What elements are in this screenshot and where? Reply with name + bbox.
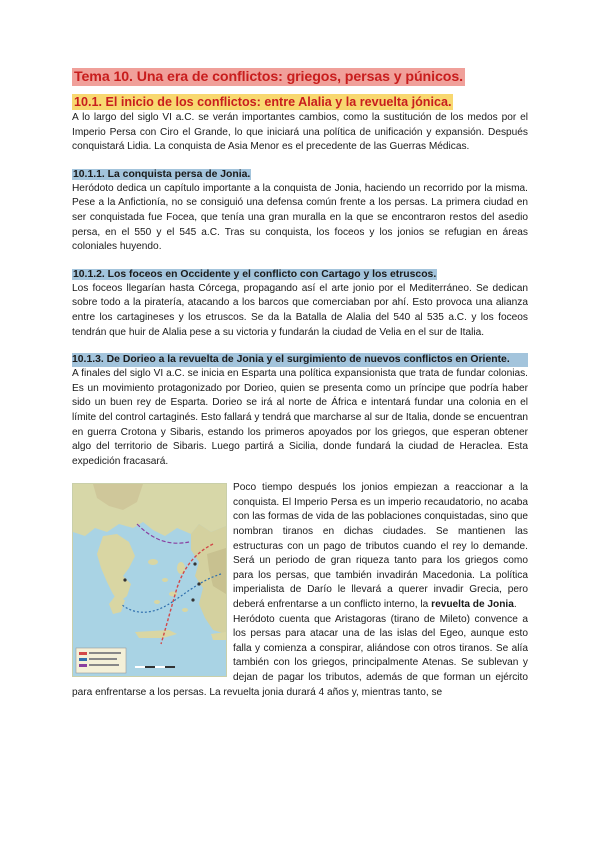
subsection-3-paragraph: A finales del siglo VI a.C. se inicia en Esparta una política expansionista que trata de fundar colonias. Es un movimiento protagonizado por Dorieo, quien se presenta como un príncipe que podría haber sido un buen rey de Esparta. Dorieo se irá al norte de África e intentará fundar una colonia en el límite del control cartaginés. Esto fallará y tendrá que marcharse al sur de Italia, donde se encuentran en guerra Crotona y Sibaris, estando los primeros apoyados por los griegos, que esperan obtener algo del territorio de Sibaris. Luego partirá a Sicilia, donde fundará la ciudad de Heraclea. Esta expedición fracasará. (72, 368, 528, 467)
subsection-1-heading: 10.1.1. La conquista persa de Jonia. (73, 168, 251, 180)
section-intro-paragraph: A lo largo del siglo VI a.C. se verán importantes cambios, como la sustitución de los medos por el Imperio Persa con Ciro el Grande, lo que iniciará una política de unificación y expansión. Después conquistará Lidia. La conquista de Asia Menor es el precedente de las Guerras Médicas. (72, 112, 528, 153)
section-heading: 10.1. El inicio de los conflictos: entre Alalia y la revuelta jónica. (74, 95, 452, 109)
map-and-text (72, 481, 528, 700)
revolt-term: revuelta de Jonia (431, 599, 514, 611)
document-content (72, 68, 528, 700)
revolt-paragraph: Poco tiempo después los jonios empiezan a reaccionar a la conquista. El Imperio Persa es un imperio recaudatorio, no acaba con las formas de vida de las poblaciones conquistadas, sino que nombran tiranos en dichas ciudades. Se mantienen las estructuras con un pago de tributos cuando el rey lo demande. Será un periodo de gran riqueza tanto para los griegos como para los persas, que también invadirán Macedonia. La política imperialista de Darío le llevará a querer invadir Grecia, pero deberá enfrentarse a un conflicto interno, la revuelta de Jonia. (233, 482, 528, 611)
subsection-3-heading: 10.1.3. De Dorieo a la revuelta de Jonia y el surgimiento de nuevos conflictos en Oriente. (72, 353, 528, 367)
map-image (72, 483, 227, 677)
chapter-title: Tema 10. Una era de conflictos: griegos, persas y púnicos. (74, 69, 463, 85)
ancient-greece-map-illustration (73, 484, 226, 676)
subsection-1-paragraph: Heródoto dedica un capítulo importante a la conquista de Jonia, haciendo un recorrido por la misma. Pese a la Anfictionía, no se consiguió una defensa común frente a los persas. La primera ciudad en ser conquistada fue Focea, que tenía una gran muralla en la que se encontraron restos del asedio persa, en el 550 y el 545 a.C. Tras su conquista, los foceos y los jonios se refugian en áreas coloniales huyendo. (72, 182, 528, 253)
subsection-2-heading: 10.1.2. Los foceos en Occidente y el conflicto con Cartago y los etruscos. (73, 268, 437, 280)
subsection-2-paragraph: Los foceos llegarían hasta Córcega, propagando así el arte jonio por el Mediterráneo. Se dedican sobre todo a la piratería, atacando a los barcos que comerciaban por ahí. Esto provoca una alianza entre los cartagineses y los etruscos. Se da la Batalla de Alalia del 540 al 535 a.C. y los foceos tendrán que huir de Alalia pese a su victoria y fundarán la ciudad de Velia en el sur de Italia. (72, 282, 528, 338)
title-row (72, 68, 528, 93)
herodotus-paragraph: Heródoto cuenta que Aristagoras (tirano de Mileto) convence a los persas para atacar una de las islas del Egeo, aunque esto falla y comienza a conspirar, aliándose con otros tiranos. Se alía también con los griegos, principalmente Atenas. Se sublevan y dejan de pagar los tributos, además de que forman un ejército para enfrentarse a los persas. La revuelta jonia durará 4 años y, mientras tanto, se (72, 613, 528, 698)
